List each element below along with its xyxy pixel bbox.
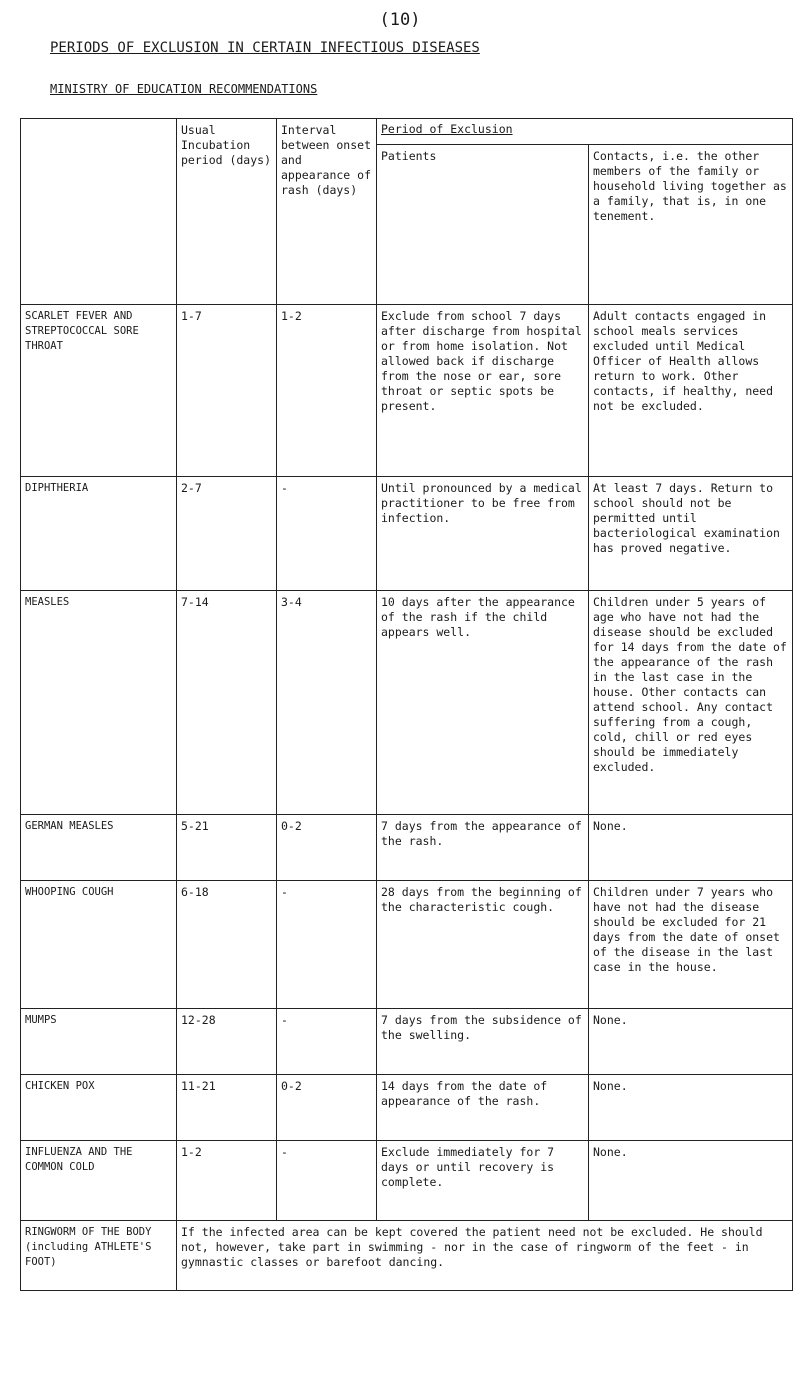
contacts-exclusion: Adult contacts engaged in school meals services excluded until Medical Officer of Health allows return to work. Other contacts, if healthy, need not be excluded. [589,305,793,477]
disease-name: CHICKEN POX [21,1075,177,1141]
disease-name: DIPHTHERIA [21,477,177,591]
incubation-value: 5-21 [177,815,277,881]
header-disease [21,119,177,305]
incubation-value: 6-18 [177,881,277,1009]
header-contacts: Contacts, i.e. the other members of the family or household living together as a family, that is, in one tenement. [589,145,793,305]
patients-exclusion: Exclude from school 7 days after discharge from hospital or from home isolation. Not allowed back if discharge from the nose or ear, sore throat or septic spots be present. [377,305,589,477]
table-row [21,591,793,815]
incubation-value: 1-2 [177,1141,277,1221]
patients-exclusion: 14 days from the date of appearance of the rash. [377,1075,589,1141]
table-row [21,1141,793,1221]
incubation-value: 7-14 [177,591,277,815]
contacts-exclusion: None. [589,815,793,881]
patients-exclusion: Until pronounced by a medical practitioner to be free from infection. [377,477,589,591]
disease-name: MUMPS [21,1009,177,1075]
patients-exclusion: 7 days from the appearance of the rash. [377,815,589,881]
interval-value: - [277,1141,377,1221]
table-row [21,1009,793,1075]
header-incubation: Usual Incubation period (days) [177,119,277,305]
interval-value: 1-2 [277,305,377,477]
interval-value: 0-2 [277,815,377,881]
interval-value: 3-4 [277,591,377,815]
header-interval: Interval between onset and appearance of rash (days) [277,119,377,305]
page-subtitle: MINISTRY OF EDUCATION RECOMMENDATIONS [50,82,318,96]
contacts-exclusion: Children under 5 years of age who have not had the disease should be excluded for 14 days from the date of the appearance of the rash in the last case in the house. Other contacts can attend school. Any contact suffering from a cough, cold, chill or red eyes should be immediately excluded. [589,591,793,815]
disease-name: GERMAN MEASLES [21,815,177,881]
header-period-of-exclusion: Period of Exclusion [377,119,793,145]
table-row [21,477,793,591]
contacts-exclusion: At least 7 days. Return to school should not be permitted until bacteriological examination has proved negative. [589,477,793,591]
contacts-exclusion: None. [589,1009,793,1075]
ringworm-note: If the infected area can be kept covered the patient need not be excluded. He should not, however, take part in swimming - nor in the case of ringworm of the feet - in gymnastic classes or barefoot dancing. [177,1221,793,1291]
table-header-row [21,119,793,145]
page-number: (10) [379,10,421,30]
exclusion-table [20,118,793,1291]
header-patients: Patients [377,145,589,305]
disease-name: MEASLES [21,591,177,815]
patients-exclusion: 10 days after the appearance of the rash if the child appears well. [377,591,589,815]
incubation-value: 11-21 [177,1075,277,1141]
table-row-ringworm [21,1221,793,1291]
interval-value: 0-2 [277,1075,377,1141]
table-row [21,815,793,881]
table-row [21,1075,793,1141]
table-row [21,305,793,477]
contacts-exclusion: None. [589,1075,793,1141]
incubation-value: 2-7 [177,477,277,591]
patients-exclusion: 7 days from the subsidence of the swelling. [377,1009,589,1075]
incubation-value: 1-7 [177,305,277,477]
interval-value: - [277,881,377,1009]
interval-value: - [277,477,377,591]
disease-name: WHOOPING COUGH [21,881,177,1009]
disease-name: RINGWORM OF THE BODY (including ATHLETE'S FOOT) [21,1221,177,1291]
contacts-exclusion: None. [589,1141,793,1221]
patients-exclusion: 28 days from the beginning of the characteristic cough. [377,881,589,1009]
disease-name: SCARLET FEVER AND STREPTOCOCCAL SORE THROAT [21,305,177,477]
disease-name: INFLUENZA AND THE COMMON COLD [21,1141,177,1221]
table-row [21,881,793,1009]
patients-exclusion: Exclude immediately for 7 days or until recovery is complete. [377,1141,589,1221]
incubation-value: 12-28 [177,1009,277,1075]
page-title: PERIODS OF EXCLUSION IN CERTAIN INFECTIOUS DISEASES [50,40,480,56]
interval-value: - [277,1009,377,1075]
contacts-exclusion: Children under 7 years who have not had the disease should be excluded for 21 days from the date of onset of the disease in the last case in the house. [589,881,793,1009]
